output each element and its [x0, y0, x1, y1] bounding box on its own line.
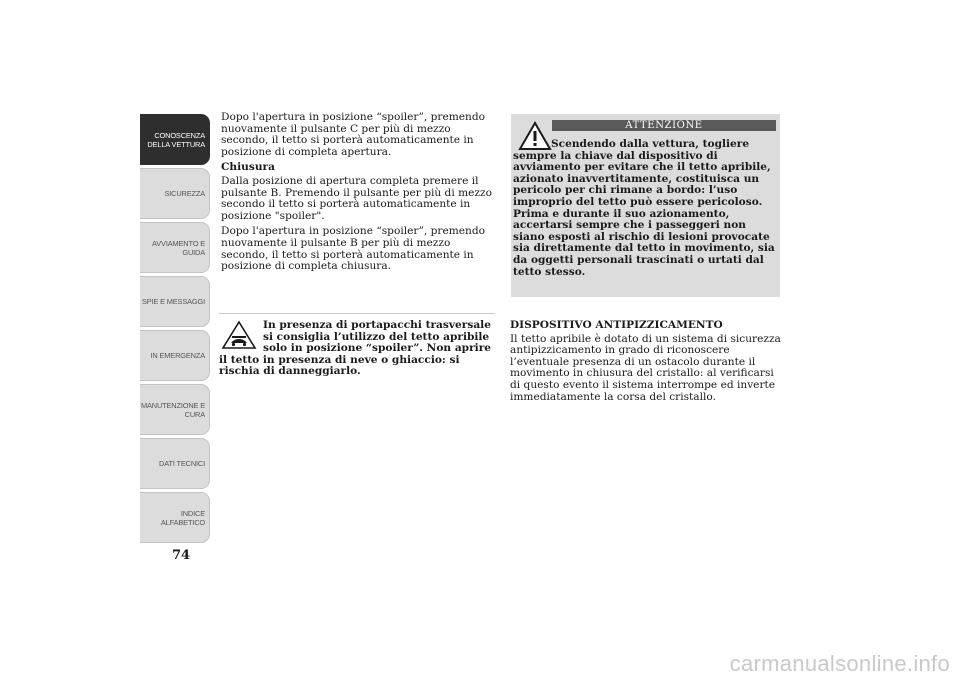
warning-box — [511, 114, 780, 297]
paragraph-closing-complete: Dopo l'apertura in posizione “spoiler”, premendo nuovamente il pulsante B per più di mezzo secondo, il tetto si porterà automaticamente in posizione di completa chiusura. — [221, 225, 486, 273]
warning-text: Scendendo dalla vettura, togliere sempre la chiave dal dispositivo di avviamento per evitare che il tetto apribile, azionato inavvertitamente, costituisca un pericolo per chi rimane a bordo: l’uso improprio del tetto può essere pericoloso. Prima e durante il suo azionamento, accertarsi sempre che i passeggeri non siano esposti al rischio di lesioni provocate sia direttamente dal tetto in movimento, sia da oggetti personali trascinati o urtati dal tetto stesso. — [513, 138, 775, 278]
right-column — [510, 318, 782, 407]
paragraph-antipizzicamento: Il tetto apribile è dotato di un sistema di sicurezza antipizzicamento in grado di riconoscere l’eventuale presenza di un ostacolo durante il movimento in chiusura del cristallo: al verificarsi di questo evento il sistema interrompe ed inverte immediatamente la corsa del cristallo. — [510, 332, 781, 403]
tab-spie-e-messaggi[interactable]: SPIE E MESSAGGI — [140, 276, 210, 327]
paragraph-closing-b: Dalla posizione di apertura completa premere il pulsante B. Premendo il pulsante per più di mezzo secondo il tetto si porterà automaticamente in posizione "spoiler". — [221, 174, 492, 222]
tab-conoscenza-della-vettura[interactable]: CONOSCENZA DELLA VETTURA — [140, 114, 210, 165]
paragraph-opening: Dopo l'apertura in posizione “spoiler”, premendo nuovamente il pulsante C per più di mezzo secondo, il tetto si porterà automaticamente in posizione di completa apertura. — [221, 111, 486, 158]
note-text: In presenza di portapacchi trasversale si consiglia l’utilizzo del tetto apribile solo in posizione “spoiler”. Non aprire il tetto in presenza di neve o ghiaccio: si rischia di danneggiarlo. — [219, 319, 492, 378]
page-number: 74 — [172, 548, 191, 563]
tab-indice-alfabetico[interactable]: INDICE ALFABETICO — [140, 492, 210, 543]
tab-manutenzione-e-cura[interactable]: MANUTENZIONE E CURA — [140, 384, 210, 435]
tab-sicurezza[interactable]: SICUREZZA — [140, 168, 210, 219]
tab-dati-tecnici[interactable]: DATI TECNICI — [140, 438, 210, 489]
roof-rack-note — [219, 320, 495, 378]
heading-chiusura: Chiusura — [221, 161, 275, 174]
left-column — [221, 112, 495, 277]
tab-in-emergenza[interactable]: IN EMERGENZA — [140, 330, 210, 381]
note-divider — [219, 313, 495, 314]
heading-antipizzicamento: DISPOSITIVO ANTIPIZZICAMENTO — [510, 319, 723, 331]
warning-title: ATTENZIONE — [552, 120, 776, 131]
watermark: carmanualsonline.info — [729, 651, 950, 676]
car-roof-load-icon — [221, 320, 257, 350]
tab-avviamento-e-guida[interactable]: AVVIAMENTO E GUIDA — [140, 222, 210, 273]
warning-text-block — [513, 139, 775, 278]
